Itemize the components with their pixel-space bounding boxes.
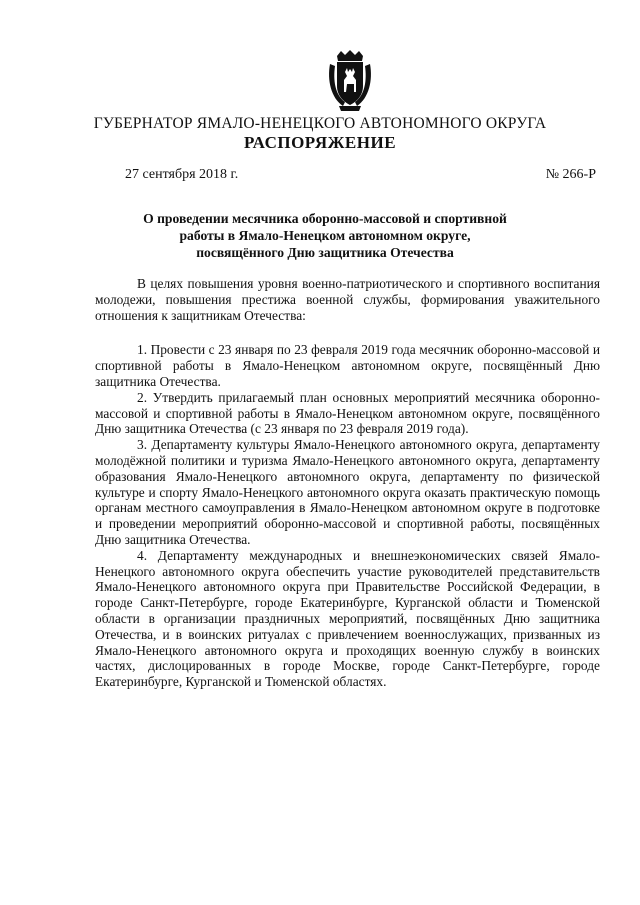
document-type-heading: РАСПОРЯЖЕНИЕ bbox=[243, 133, 397, 152]
title-line-1: О проведении месячника оборонно-массовой и спортивной bbox=[143, 211, 507, 226]
item-paragraph-2: 2. Утвердить прилагаемый план основных мероприятий месячника оборонно-массовой и спортивной работы в Ямало-Ненецком автономном округе, посвящённого Дню защитника Отечества (с 23 января по 23 февраля 2019 года). bbox=[95, 389, 600, 437]
document-title bbox=[120, 210, 530, 261]
item-paragraph-1: 1. Провести с 23 января по 23 февраля 2019 года месячник оборонно-массовой и спортивной работы в Ямало-Ненецком автономном округе, посвящённый Дню защитника Отечества. bbox=[95, 342, 600, 389]
intro-paragraph: В целях повышения уровня военно-патриотического и спортивного воспитания молодежи, повышения престижа военной службы, формирования уважительного отношения к защитникам Отечества: bbox=[95, 276, 600, 323]
document-number: № 266-Р bbox=[545, 167, 596, 182]
coat-of-arms-icon bbox=[325, 50, 375, 112]
authority-heading: ГУБЕРНАТОР ЯМАЛО-НЕНЕЦКОГО АВТОНОМНОГО ОКРУГА bbox=[93, 115, 547, 132]
item-paragraph-3: 3. Департаменту культуры Ямало-Ненецкого автономного округа, департаменту молодёжной политики и туризма Ямало-Ненецкого автономного округа, департаменту образования Ямало-Ненецкого автономного округа, департаменту по физической культуре и спорту Ямало-Ненецкого автономного округа оказать практическую помощь органам местного самоуправления в Ямало-Ненецком автономном округе в подготовке и проведении мероприятий оборонно-массовой и спортивной работы, посвящённых Дню защитника Отечества. bbox=[95, 437, 600, 547]
document-date: 27 сентября 2018 г. bbox=[125, 167, 239, 182]
title-line-2: работы в Ямало-Ненецком автономном округе, bbox=[179, 228, 471, 243]
document-body bbox=[95, 276, 600, 690]
item-paragraph-4: 4. Департаменту международных и внешнеэкономических связей Ямало-Ненецкого автономного округа обеспечить участие руководителей представительств Ямало-Ненецкого автономного округа при Правительстве Российской Федерации, в городе Санкт-Петербурге, городе Екатеринбурге, Курганской области и Тюменской области в организации праздничных мероприятий, посвящённых Дню защитника Отечества, и в воинских ритуалах с привлечением военнослужащих, призванных из Ямало-Ненецкого автономного округа и проходящих военную службу в воинских частях, дислоцированных в городе Москве, городе Санкт-Петербурге, городе Екатеринбурге, Курганской и Тюменской областях. bbox=[95, 547, 600, 690]
title-line-3: посвящённого Дню защитника Отечества bbox=[196, 245, 454, 260]
